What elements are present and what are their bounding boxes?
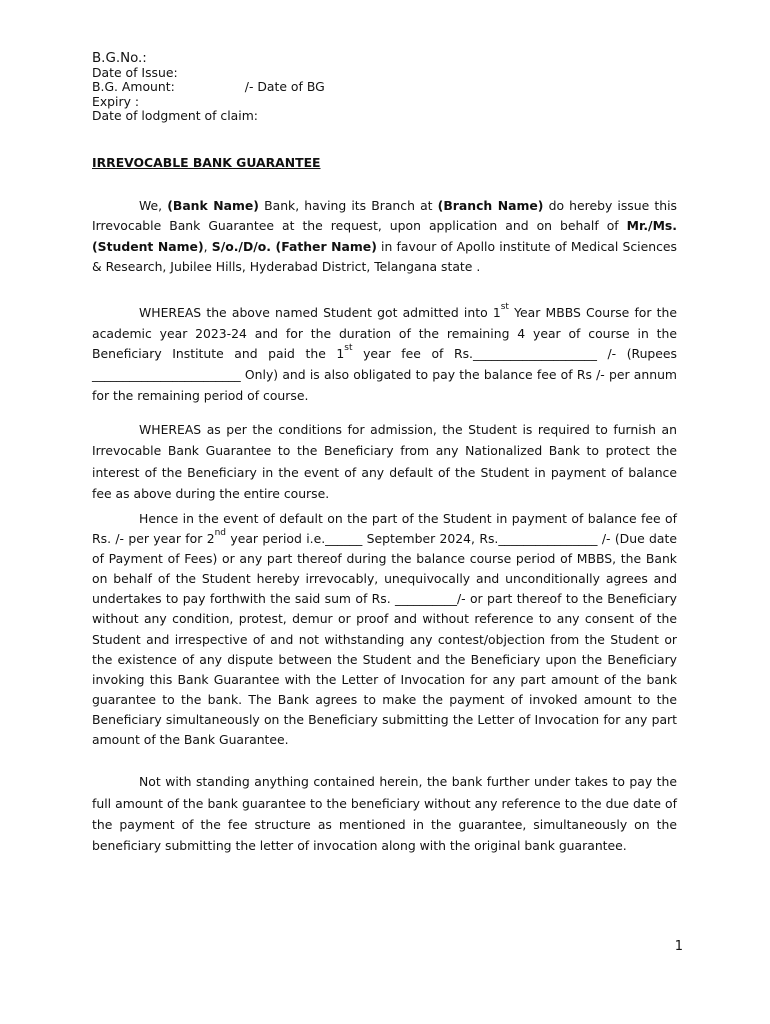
date-of-bg-label: /- Date of BG — [244, 79, 325, 95]
document-title: IRREVOCABLE BANK GUARANTEE — [92, 155, 321, 171]
paragraph-issuance: We, (Bank Name) Bank, having its Branch at (Branch Name) do hereby issue this Irrevocable Bank Guarantee at the request, upon application and on behalf of Mr./Ms. (Student Name), S/o./D/o. (Father Name) in favour of Apollo institute of Medical Sciences & Research, Jubilee Hills, Hyderabad District, Telangana state . — [92, 198, 677, 274]
student-name-placeholder: Mr./Ms. (Student Name) — [92, 218, 677, 254]
paragraph-notwithstanding: Not with standing anything contained herein, the bank further under takes to pay the full amount of the bank guarantee to the beneficiary without any reference to the due date of the payment of the fee structure as mentioned in the guarantee, simultaneously on the beneficiary submitting the letter of invocation along with the original bank guarantee. — [92, 774, 677, 854]
bank-name-placeholder: (Bank Name) — [167, 198, 259, 214]
document-page — [92, 52, 677, 857]
paragraph-whereas-conditions: WHEREAS as per the conditions for admission, the Student is required to furnish an Irrevocable Bank Guarantee to the Beneficiary from any Nationalized Bank to protect the interest of the Beneficiary in the event of any default of the Student in payment of balance fee as above during the entire course. — [92, 422, 677, 501]
paragraph-whereas-admission: WHEREAS the above named Student got admitted into 1st Year MBBS Course for the academic year 2023-24 and for the duration of the remaining 4 year of course in the Beneficiary Institute and paid the 1st year fee of Rs.____________________ /- (Rupees ________________________ Only) and is also obligated to pay the balance fee of Rs /- per annum for the remaining period of course. — [92, 302, 677, 403]
branch-name-placeholder: (Branch Name) — [437, 198, 544, 214]
bg-amount-row — [92, 80, 677, 94]
bg-number-label: B.G.No.: — [92, 51, 147, 66]
lodgment-label: Date of lodgment of claim: — [92, 107, 258, 123]
expiry-label: Expiry : — [92, 93, 140, 109]
header-block — [92, 52, 677, 123]
date-of-issue-label: Date of Issue: — [92, 65, 178, 81]
paragraph-default: Hence in the event of default on the part of the Student in payment of balance fee of Rs. /- per year for 2nd year period i.e.______ September 2024, Rs.________________ /- (Due date of Payment of Fees) or any part thereof during the balance course period of MBBS, the Bank on behalf of the Student hereby irrevocably, unequivocally and unconditionally agrees and undertakes to pay forthwith the said sum of Rs. __________/- or part thereof to the Beneficiary without any condition, protest, demur or proof and without reference to any consent of the Student and irrespective of and not withstanding any contest/objection from the Student or the existence of any dispute between the Student and the Beneficiary upon the Beneficiary invoking this Bank Guarantee with the Letter of Invocation for any part amount of the bank guarantee to the bank. The Bank agrees to make the payment of invoked amount to the Beneficiary simultaneously on the Beneficiary submitting the Letter of Invocation for any part amount of the Bank Guarantee. — [92, 510, 677, 748]
father-name-placeholder: S/o./D/o. (Father Name) — [211, 238, 377, 254]
page-number: 1 — [674, 939, 683, 954]
bg-amount-label: B.G. Amount: — [92, 79, 175, 95]
